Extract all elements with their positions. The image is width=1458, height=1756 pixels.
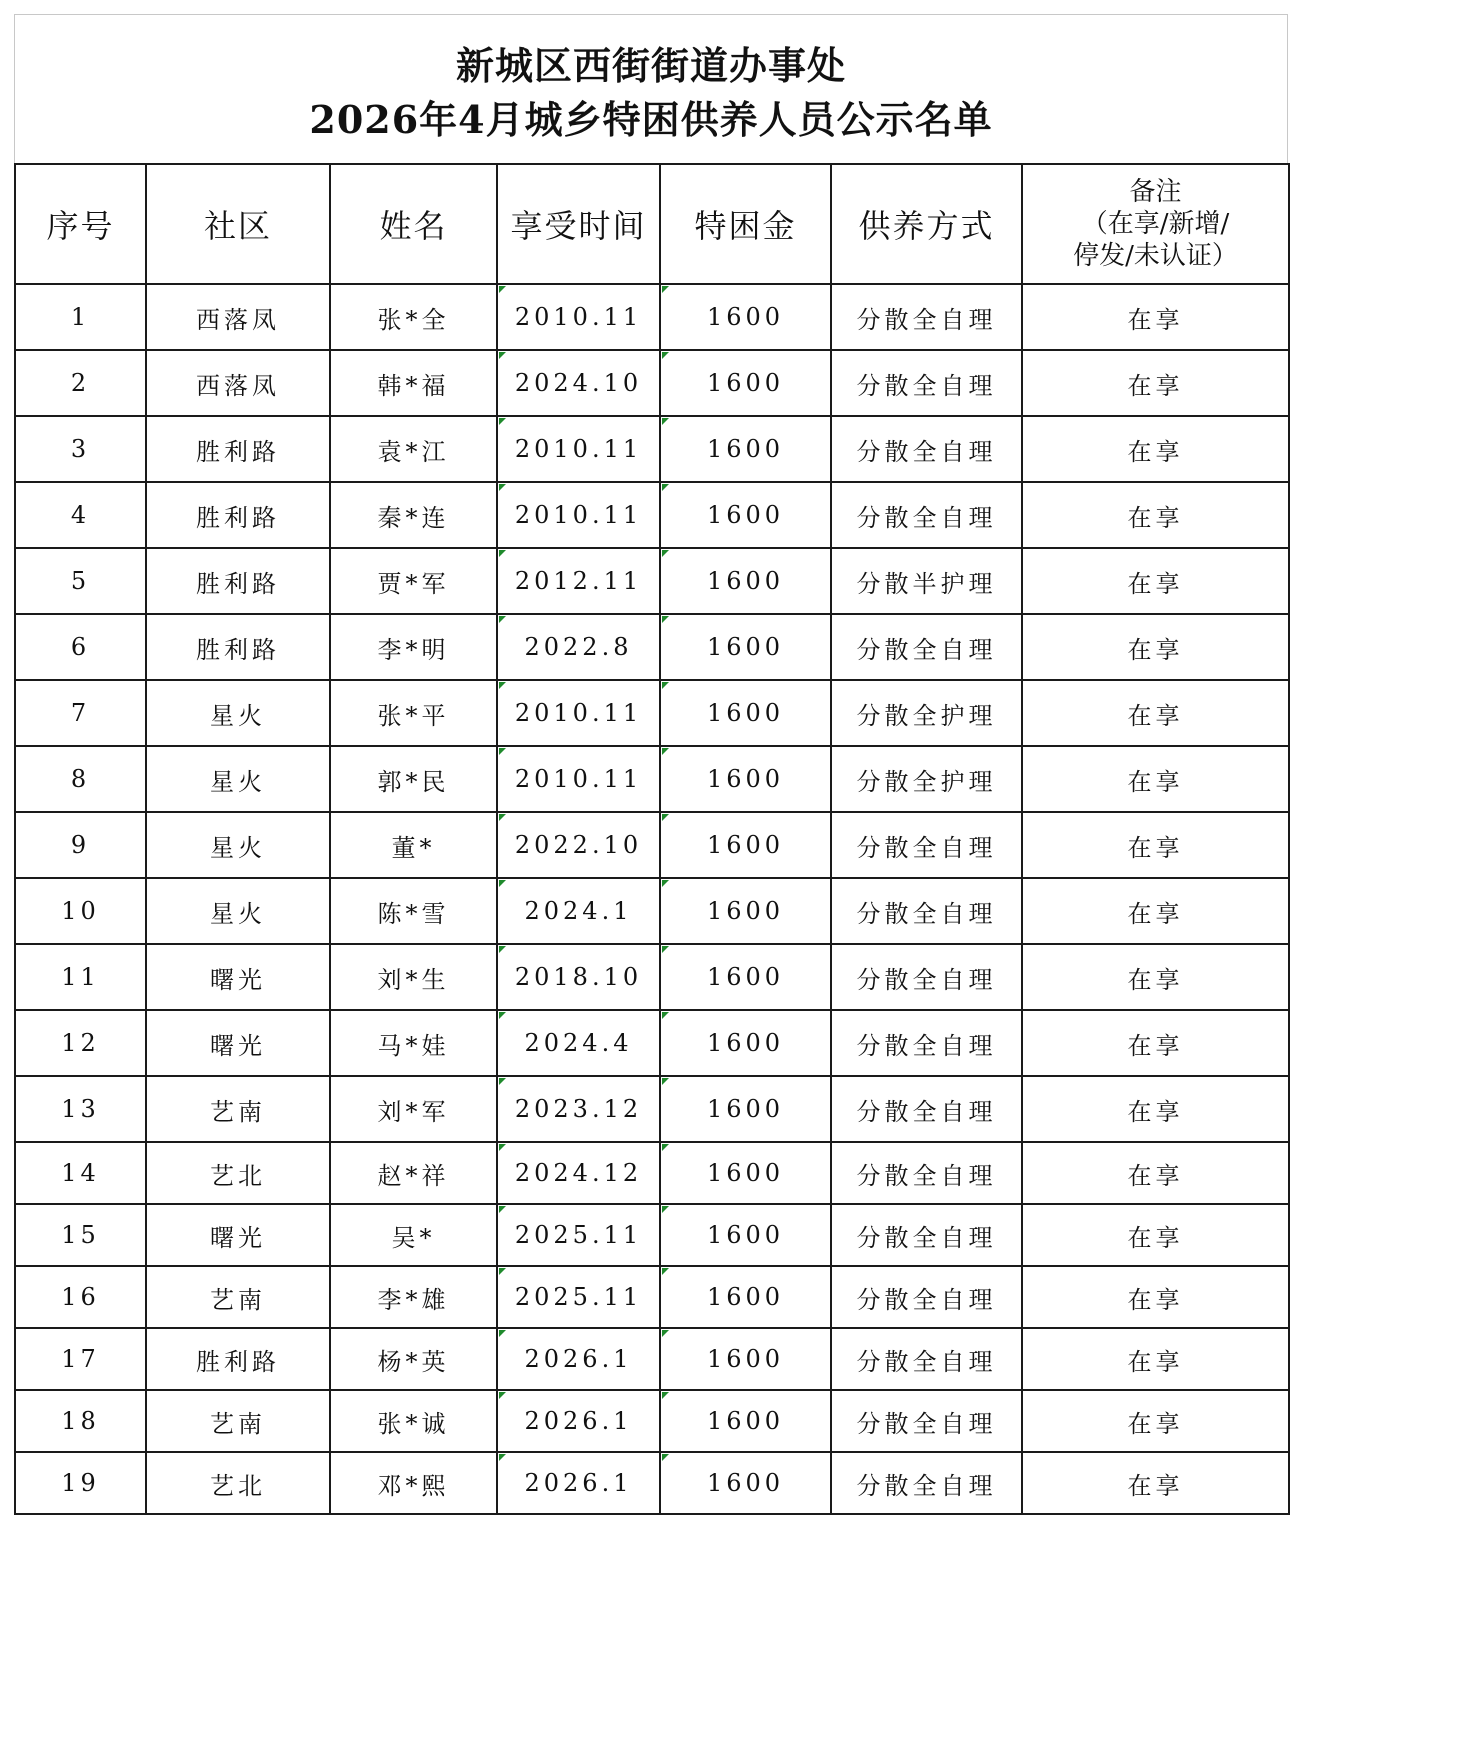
cell-seq: 16 — [15, 1266, 146, 1328]
cell-since: 2010.11 — [497, 680, 660, 746]
table-row — [15, 1010, 1289, 1076]
cell-seq: 18 — [15, 1390, 146, 1452]
column-header-since: 享受时间 — [497, 164, 660, 284]
cell-remark: 在享 — [1022, 1010, 1289, 1076]
cell-name: 刘*生 — [330, 944, 497, 1010]
table-row — [15, 614, 1289, 680]
cell-remark: 在享 — [1022, 680, 1289, 746]
cell-name: 袁*江 — [330, 416, 497, 482]
cell-community: 星火 — [146, 878, 330, 944]
cell-seq: 8 — [15, 746, 146, 812]
cell-since: 2024.1 — [497, 878, 660, 944]
cell-mode: 分散全自理 — [831, 1390, 1022, 1452]
table-row — [15, 1142, 1289, 1204]
cell-amount: 1600 — [660, 482, 831, 548]
cell-mode: 分散全自理 — [831, 878, 1022, 944]
table-row — [15, 548, 1289, 614]
cell-since: 2023.12 — [497, 1076, 660, 1142]
cell-since: 2026.1 — [497, 1452, 660, 1514]
cell-seq: 6 — [15, 614, 146, 680]
cell-name: 董* — [330, 812, 497, 878]
cell-community: 艺南 — [146, 1390, 330, 1452]
cell-mode: 分散全自理 — [831, 812, 1022, 878]
cell-community: 星火 — [146, 680, 330, 746]
cell-amount: 1600 — [660, 1390, 831, 1452]
cell-mode: 分散全自理 — [831, 1076, 1022, 1142]
cell-mode: 分散全自理 — [831, 1266, 1022, 1328]
cell-remark: 在享 — [1022, 1076, 1289, 1142]
cell-mode: 分散全自理 — [831, 1452, 1022, 1514]
cell-amount: 1600 — [660, 350, 831, 416]
cell-seq: 2 — [15, 350, 146, 416]
cell-community: 曙光 — [146, 1204, 330, 1266]
cell-remark: 在享 — [1022, 878, 1289, 944]
cell-remark: 在享 — [1022, 614, 1289, 680]
cell-seq: 12 — [15, 1010, 146, 1076]
cell-name: 吴* — [330, 1204, 497, 1266]
column-header-amount: 特困金 — [660, 164, 831, 284]
cell-mode: 分散全自理 — [831, 1204, 1022, 1266]
cell-community: 曙光 — [146, 944, 330, 1010]
cell-since: 2026.1 — [497, 1328, 660, 1390]
cell-amount: 1600 — [660, 812, 831, 878]
cell-amount: 1600 — [660, 614, 831, 680]
cell-community: 星火 — [146, 812, 330, 878]
cell-seq: 11 — [15, 944, 146, 1010]
cell-community: 西落凤 — [146, 350, 330, 416]
cell-name: 赵*祥 — [330, 1142, 497, 1204]
cell-remark: 在享 — [1022, 1328, 1289, 1390]
cell-since: 2010.11 — [497, 416, 660, 482]
cell-amount: 1600 — [660, 548, 831, 614]
cell-mode: 分散全自理 — [831, 416, 1022, 482]
cell-seq: 3 — [15, 416, 146, 482]
cell-amount: 1600 — [660, 1328, 831, 1390]
column-header-seq: 序号 — [15, 164, 146, 284]
cell-remark: 在享 — [1022, 1266, 1289, 1328]
cell-remark: 在享 — [1022, 1390, 1289, 1452]
cell-mode: 分散全自理 — [831, 1142, 1022, 1204]
cell-name: 张*全 — [330, 284, 497, 350]
cell-community: 胜利路 — [146, 614, 330, 680]
cell-seq: 4 — [15, 482, 146, 548]
cell-community: 艺北 — [146, 1452, 330, 1514]
table-row — [15, 1204, 1289, 1266]
cell-since: 2024.4 — [497, 1010, 660, 1076]
cell-since: 2024.10 — [497, 350, 660, 416]
cell-remark: 在享 — [1022, 548, 1289, 614]
cell-community: 曙光 — [146, 1010, 330, 1076]
column-header-name: 姓名 — [330, 164, 497, 284]
cell-since: 2010.11 — [497, 482, 660, 548]
cell-community: 胜利路 — [146, 416, 330, 482]
cell-mode: 分散全自理 — [831, 944, 1022, 1010]
cell-name: 李*明 — [330, 614, 497, 680]
cell-remark: 在享 — [1022, 1204, 1289, 1266]
cell-remark: 在享 — [1022, 482, 1289, 548]
table-row — [15, 284, 1289, 350]
remark-header-options-2: 停发/未认证） — [1073, 241, 1238, 271]
cell-mode: 分散全护理 — [831, 680, 1022, 746]
cell-name: 秦*连 — [330, 482, 497, 548]
table-row — [15, 812, 1289, 878]
cell-seq: 9 — [15, 812, 146, 878]
table-header-row — [15, 164, 1289, 284]
cell-since: 2025.11 — [497, 1204, 660, 1266]
column-header-mode: 供养方式 — [831, 164, 1022, 284]
table-row — [15, 878, 1289, 944]
cell-amount: 1600 — [660, 878, 831, 944]
cell-amount: 1600 — [660, 1142, 831, 1204]
cell-mode: 分散全自理 — [831, 350, 1022, 416]
cell-amount: 1600 — [660, 680, 831, 746]
table-row — [15, 944, 1289, 1010]
cell-seq: 5 — [15, 548, 146, 614]
cell-remark: 在享 — [1022, 944, 1289, 1010]
cell-name: 韩*福 — [330, 350, 497, 416]
column-header-remark — [1022, 164, 1289, 284]
cell-amount: 1600 — [660, 944, 831, 1010]
cell-name: 马*娃 — [330, 1010, 497, 1076]
cell-amount: 1600 — [660, 416, 831, 482]
table-row — [15, 1076, 1289, 1142]
table-row — [15, 1452, 1289, 1514]
table-row — [15, 1328, 1289, 1390]
cell-name: 杨*英 — [330, 1328, 497, 1390]
cell-since: 2024.12 — [497, 1142, 660, 1204]
cell-since: 2012.11 — [497, 548, 660, 614]
cell-community: 艺南 — [146, 1076, 330, 1142]
cell-remark: 在享 — [1022, 350, 1289, 416]
cell-amount: 1600 — [660, 1452, 831, 1514]
cell-name: 郭*民 — [330, 746, 497, 812]
cell-name: 邓*熙 — [330, 1452, 497, 1514]
cell-community: 艺南 — [146, 1266, 330, 1328]
cell-mode: 分散半护理 — [831, 548, 1022, 614]
beneficiary-table — [14, 163, 1290, 1515]
cell-remark: 在享 — [1022, 812, 1289, 878]
table-row — [15, 680, 1289, 746]
cell-mode: 分散全自理 — [831, 1328, 1022, 1390]
cell-community: 星火 — [146, 746, 330, 812]
cell-remark: 在享 — [1022, 1452, 1289, 1514]
cell-remark: 在享 — [1022, 746, 1289, 812]
table-row — [15, 1390, 1289, 1452]
cell-since: 2010.11 — [497, 284, 660, 350]
cell-since: 2025.11 — [497, 1266, 660, 1328]
cell-amount: 1600 — [660, 1266, 831, 1328]
remark-header-title: 备注 — [1129, 177, 1182, 207]
cell-since: 2026.1 — [497, 1390, 660, 1452]
title-block — [14, 14, 1288, 164]
cell-mode: 分散全自理 — [831, 482, 1022, 548]
table-row — [15, 482, 1289, 548]
table-body — [15, 284, 1289, 1514]
cell-name: 陈*雪 — [330, 878, 497, 944]
cell-seq: 10 — [15, 878, 146, 944]
cell-amount: 1600 — [660, 746, 831, 812]
cell-remark: 在享 — [1022, 284, 1289, 350]
document-title-office: 新城区西街街道办事处 — [455, 43, 846, 88]
cell-seq: 1 — [15, 284, 146, 350]
cell-name: 李*雄 — [330, 1266, 497, 1328]
cell-amount: 1600 — [660, 1076, 831, 1142]
cell-seq: 15 — [15, 1204, 146, 1266]
table-row — [15, 1266, 1289, 1328]
cell-mode: 分散全自理 — [831, 614, 1022, 680]
cell-mode: 分散全自理 — [831, 284, 1022, 350]
cell-name: 贾*军 — [330, 548, 497, 614]
cell-seq: 13 — [15, 1076, 146, 1142]
cell-community: 胜利路 — [146, 548, 330, 614]
cell-remark: 在享 — [1022, 416, 1289, 482]
cell-amount: 1600 — [660, 1010, 831, 1076]
cell-remark: 在享 — [1022, 1142, 1289, 1204]
cell-community: 胜利路 — [146, 482, 330, 548]
cell-name: 张*诚 — [330, 1390, 497, 1452]
remark-header-options-1: （在享/新增/ — [1081, 209, 1230, 239]
cell-seq: 17 — [15, 1328, 146, 1390]
cell-name: 张*平 — [330, 680, 497, 746]
cell-seq: 14 — [15, 1142, 146, 1204]
cell-name: 刘*军 — [330, 1076, 497, 1142]
cell-since: 2018.10 — [497, 944, 660, 1010]
cell-community: 艺北 — [146, 1142, 330, 1204]
column-header-community: 社区 — [146, 164, 330, 284]
table-row — [15, 746, 1289, 812]
table-row — [15, 350, 1289, 416]
table-row — [15, 416, 1289, 482]
cell-seq: 19 — [15, 1452, 146, 1514]
cell-since: 2022.10 — [497, 812, 660, 878]
cell-amount: 1600 — [660, 284, 831, 350]
document-sheet — [14, 14, 1288, 1555]
document-title-list: 2026年4月城乡特困供养人员公示名单 — [309, 97, 993, 142]
cell-since: 2010.11 — [497, 746, 660, 812]
cell-community: 西落凤 — [146, 284, 330, 350]
cell-since: 2022.8 — [497, 614, 660, 680]
cell-amount: 1600 — [660, 1204, 831, 1266]
cell-mode: 分散全护理 — [831, 746, 1022, 812]
cell-community: 胜利路 — [146, 1328, 330, 1390]
cell-seq: 7 — [15, 680, 146, 746]
cell-mode: 分散全自理 — [831, 1010, 1022, 1076]
